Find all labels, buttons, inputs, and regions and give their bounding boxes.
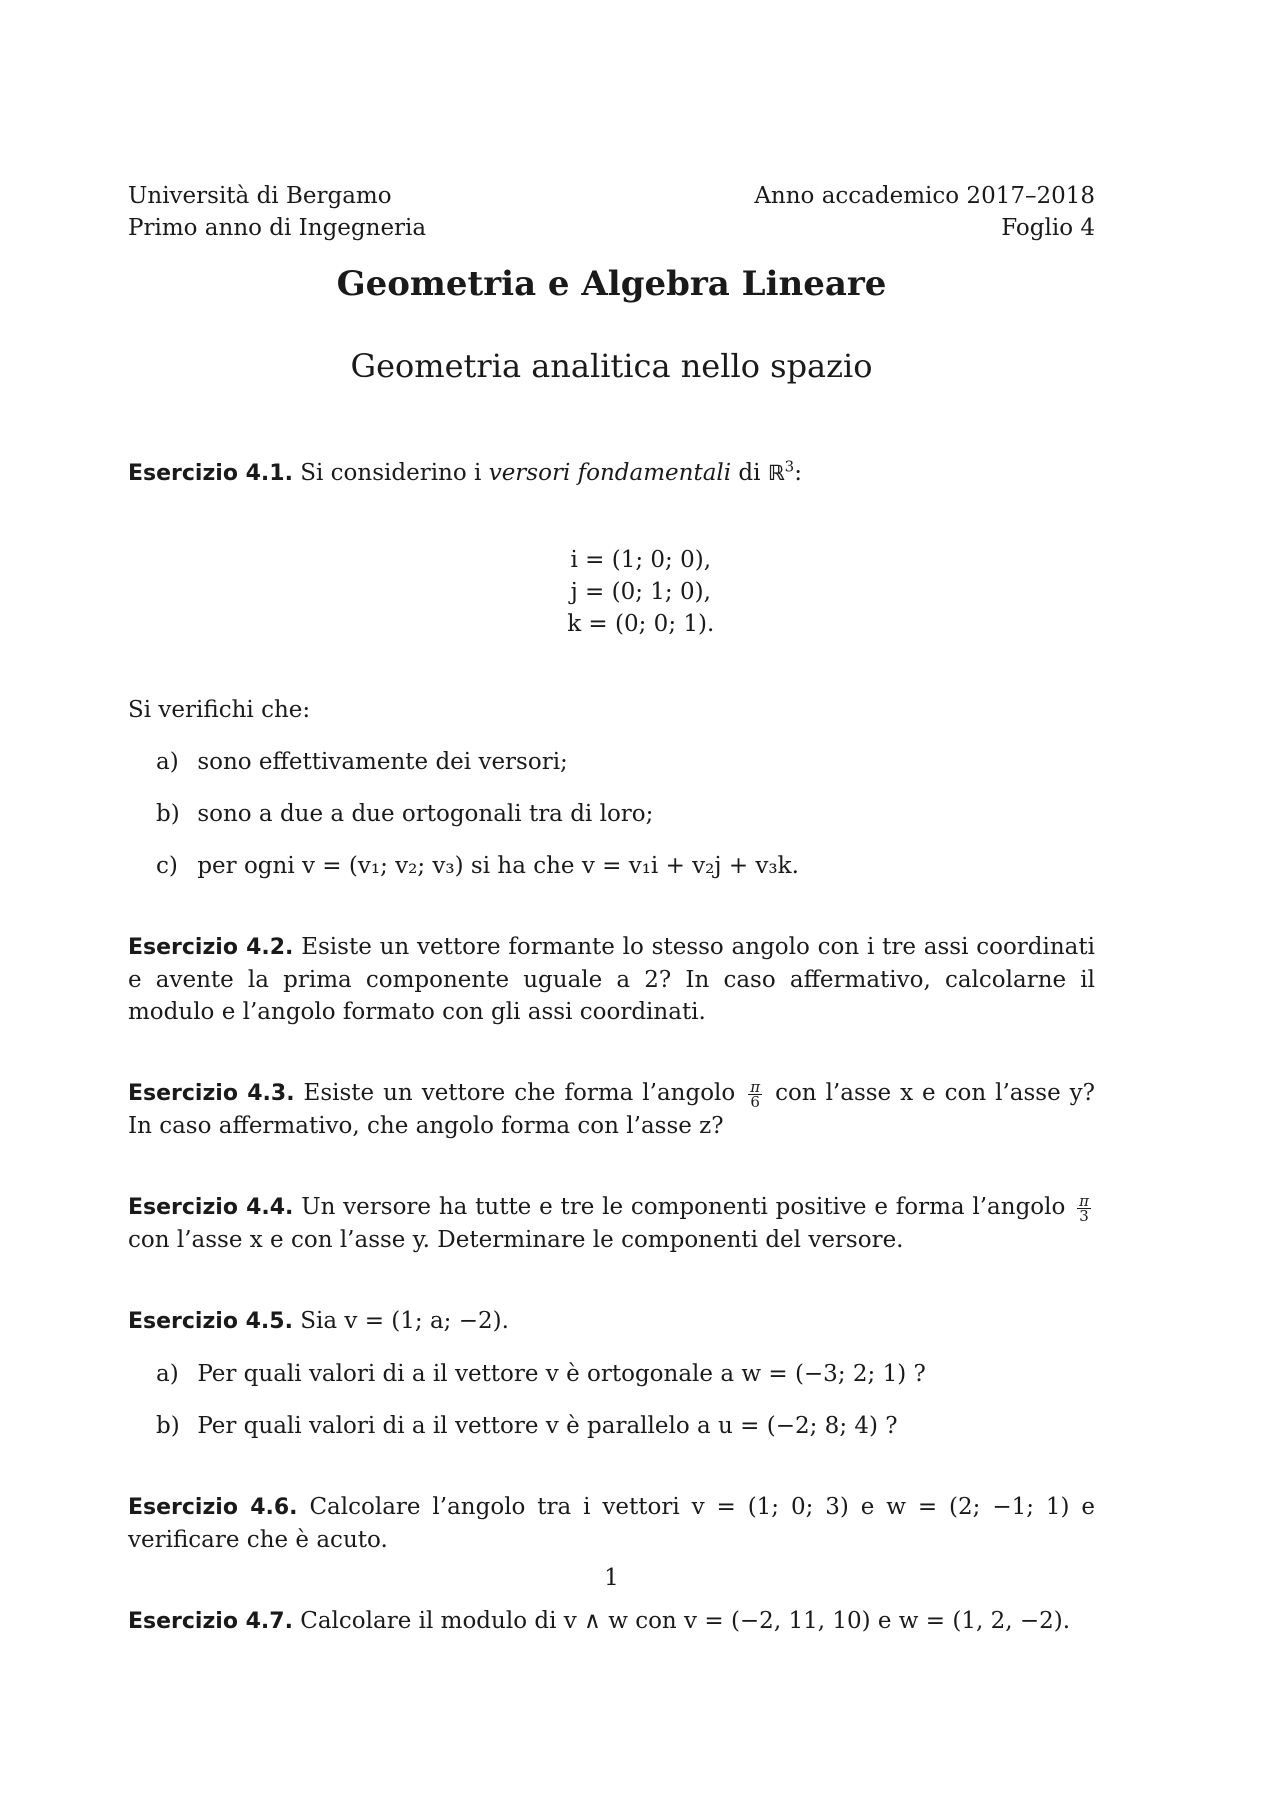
header-left (128, 180, 426, 244)
item-label: a) (156, 749, 179, 775)
vector-k: k = (0; 0; 1). (567, 611, 715, 637)
exercise-label: Esercizio 4.2. (128, 935, 294, 960)
exercise-text: Calcolare il modulo di v ∧ w con v = (−2, 11, 10) e w = (1, 2, −2). (300, 1608, 1071, 1634)
real-space-symbol: ℝ (767, 461, 785, 485)
exercise-text: Esiste un vettore formante lo stesso angolo con i tre assi coordinati e avente la prima componente uguale a 2? In caso affermativo, calcolarne il modulo e l’angolo formato con gli assi coordinati. (128, 934, 1095, 1025)
exercise-text: con l’asse x e con l’asse y? In caso affermativo, che angolo forma con l’asse z? (128, 1080, 1096, 1139)
page-number: 1 (604, 1565, 619, 1591)
list-item (156, 798, 1095, 830)
course-year: Primo anno di Ingegneria (128, 215, 427, 241)
item-label: c) (156, 853, 178, 879)
document-page (128, 0, 1095, 1811)
exercise-4-3 (128, 1077, 1095, 1142)
exercise-text: Un versore ha tutte e tre le componenti positive e forma l’angolo (301, 1194, 1066, 1220)
item-text: sono a due a due ortogonali tra di loro; (197, 801, 654, 827)
exercise-label: Esercizio 4.3. (128, 1081, 295, 1106)
item-text: Per quali valori di a il vettore v è parallelo a u = (−2; 8; 4) ? (197, 1413, 898, 1439)
exercise-4-2 (128, 931, 1095, 1028)
exercise-text: Esiste un vettore che forma l’angolo (303, 1080, 736, 1106)
exercise-emphasis: versori fondamentali (488, 460, 732, 486)
vector-i: i = (1; 0; 0), (570, 547, 712, 573)
fraction-pi-over-3 (1077, 1191, 1091, 1225)
exercise-label: Esercizio 4.1. (128, 461, 293, 486)
real-space-exponent: 3 (784, 457, 795, 476)
fraction-pi-over-6 (748, 1077, 762, 1111)
exercise-text: di (731, 460, 768, 486)
exercise-text: Sia v = (1; a; −2). (300, 1308, 509, 1334)
item-text: sono effettivamente dei versori; (197, 749, 568, 775)
exercise-label: Esercizio 4.6. (128, 1495, 298, 1520)
item-text: per ogni v = (v₁; v₂; v₃) si ha che v = v₁i + v₂j + v₃k. (197, 853, 799, 879)
list-item (156, 1358, 1095, 1390)
list-item (156, 1410, 1095, 1442)
list-item (156, 746, 1095, 778)
exercise-list (128, 457, 1095, 1687)
fraction-numerator: π (750, 1077, 761, 1096)
exercise-4-7 (128, 1605, 1095, 1638)
item-text: Per quali valori di a il vettore v è ortogonale a w = (−3; 2; 1) ? (197, 1361, 926, 1387)
exercise-4-4 (128, 1191, 1095, 1256)
fraction-denominator: 6 (750, 1092, 760, 1111)
exercise-colon: : (794, 460, 802, 486)
vector-j: j = (0; 1; 0), (570, 579, 711, 605)
academic-year: Anno accademico 2017–2018 (754, 183, 1095, 209)
exercise-text: con l’asse x e con l’asse y. Determinare le componenti del versore. (128, 1227, 904, 1253)
exercise-4-5 (128, 1305, 1095, 1442)
exercise-text: Si considerino i (300, 460, 489, 486)
basis-vectors-display (128, 512, 1095, 672)
sheet-number: Foglio 4 (1001, 215, 1095, 241)
item-label: b) (156, 801, 180, 827)
exercise-label: Esercizio 4.5. (128, 1309, 293, 1334)
item-label: a) (156, 1361, 179, 1387)
header-right (754, 180, 1095, 244)
page-subtitle: Geometria analitica nello spazio (350, 347, 873, 385)
exercise-4-6 (128, 1491, 1095, 1556)
page-title: Geometria e Algebra Lineare (336, 264, 887, 304)
exercise-label: Esercizio 4.4. (128, 1195, 294, 1220)
exercise-lead: Si verifichi che: (128, 697, 311, 723)
exercise-4-1 (128, 457, 1095, 882)
exercise-text: Calcolare l’angolo tra i vettori v = (1; 0; 3) e w = (2; −1; 1) e verificare che è acuto. (128, 1494, 1096, 1553)
fraction-numerator: π (1079, 1191, 1089, 1210)
item-label: b) (156, 1413, 180, 1439)
university-name: Università di Bergamo (128, 183, 392, 209)
fraction-denominator: 3 (1079, 1206, 1089, 1225)
header (128, 180, 1095, 250)
list-item (156, 850, 1095, 882)
exercise-label: Esercizio 4.7. (128, 1609, 293, 1634)
